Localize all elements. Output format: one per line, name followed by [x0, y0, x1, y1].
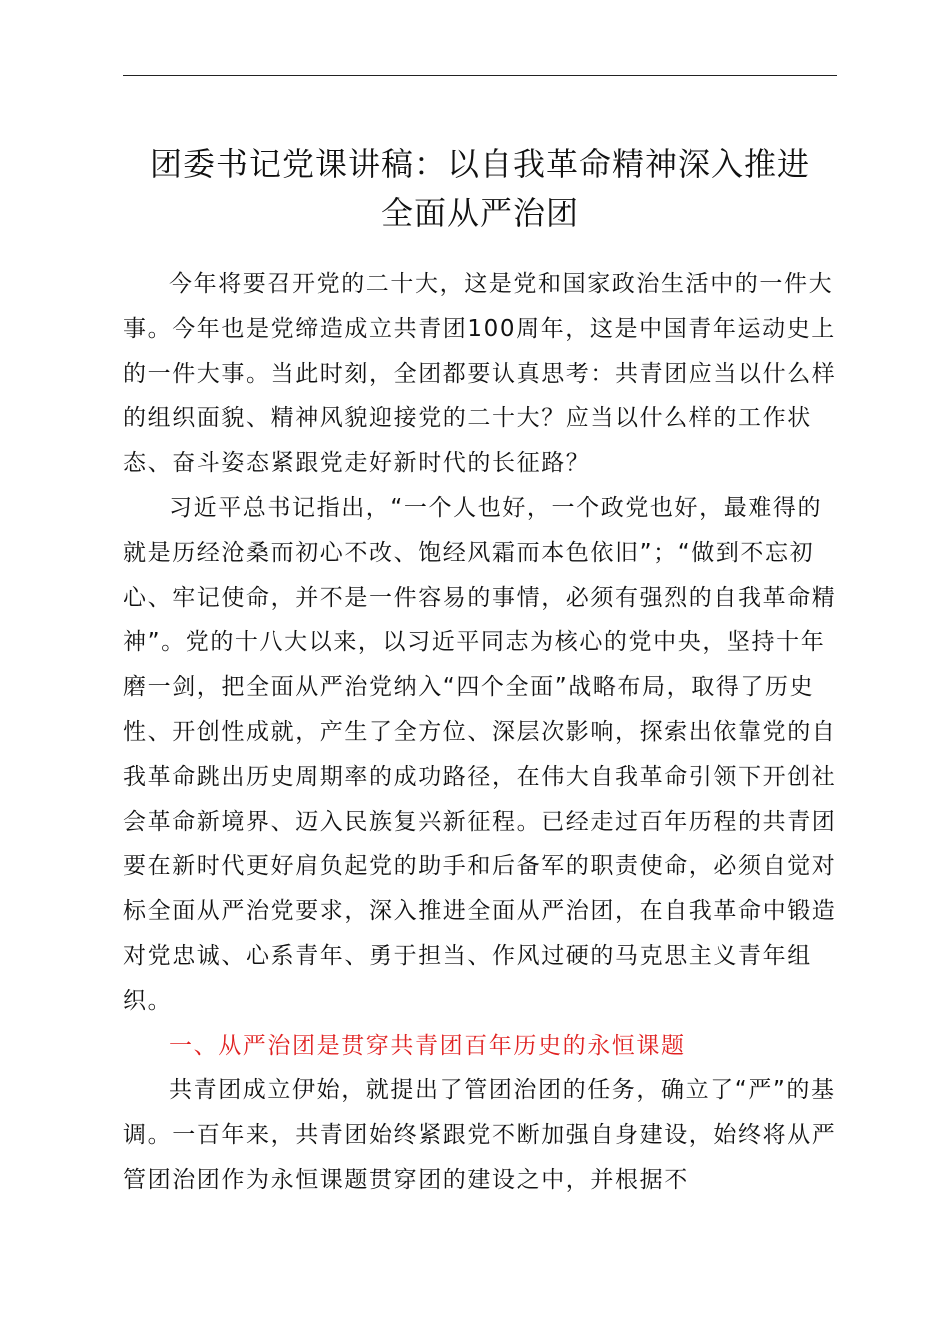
document-title: [110, 140, 850, 238]
document-body: [123, 262, 838, 1203]
header-rule: [123, 75, 837, 76]
title-line-2: 全面从严治团: [380, 194, 579, 232]
paragraph-1: 今年将要召开党的二十大，这是党和国家政治生活中的一件大事。今年也是党缔造成立共青团100周年，这是中国青年运动史上的一件大事。当此时刻，全团都要认真思考：共青团应当以什么样的组织面貌、精神风貌迎接党的二十大？应当以什么样的工作状态、奋斗姿态紧跟党走好新时代的长征路？: [123, 271, 837, 477]
title-line-1: 团委书记党课讲稿：以自我革命精神深入推进: [149, 145, 810, 183]
paragraph-2: 习近平总书记指出，“一个人也好，一个政党也好，最难得的就是历经沧桑而初心不改、饱经风霜而本色依旧”；“做到不忘初心、牢记使命，并不是一件容易的事情，必须有强烈的自我革命精神”。党的十八大以来，以习近平同志为核心的党中央，坚持十年磨一剑，把全面从严治党纳入“四个全面”战略布局，取得了历史性、开创性成就，产生了全方位、深层次影响，探索出依靠党的自我革命跳出历史周期率的成功路径，在伟大自我革命引领下开创社会革命新境界、迈入民族复兴新征程。已经走过百年历程的共青团要在新时代更好肩负起党的助手和后备军的职责使命，必须自觉对标全面从严治党要求，深入推进全面从严治团，在自我革命中锻造对党忠诚、心系青年、勇于担当、作风过硬的马克思主义青年组织。: [123, 494, 837, 1014]
section-heading-1: 一、从严治团是贯穿共青团百年历史的永恒课题: [169, 1032, 686, 1059]
paragraph-3: 共青团成立伊始，就提出了管团治团的任务，确立了“严”的基调。一百年来，共青团始终紧跟党不断加强自身建设，始终将从严管团治团作为永恒课题贯穿团的建设之中，并根据不: [123, 1077, 837, 1193]
